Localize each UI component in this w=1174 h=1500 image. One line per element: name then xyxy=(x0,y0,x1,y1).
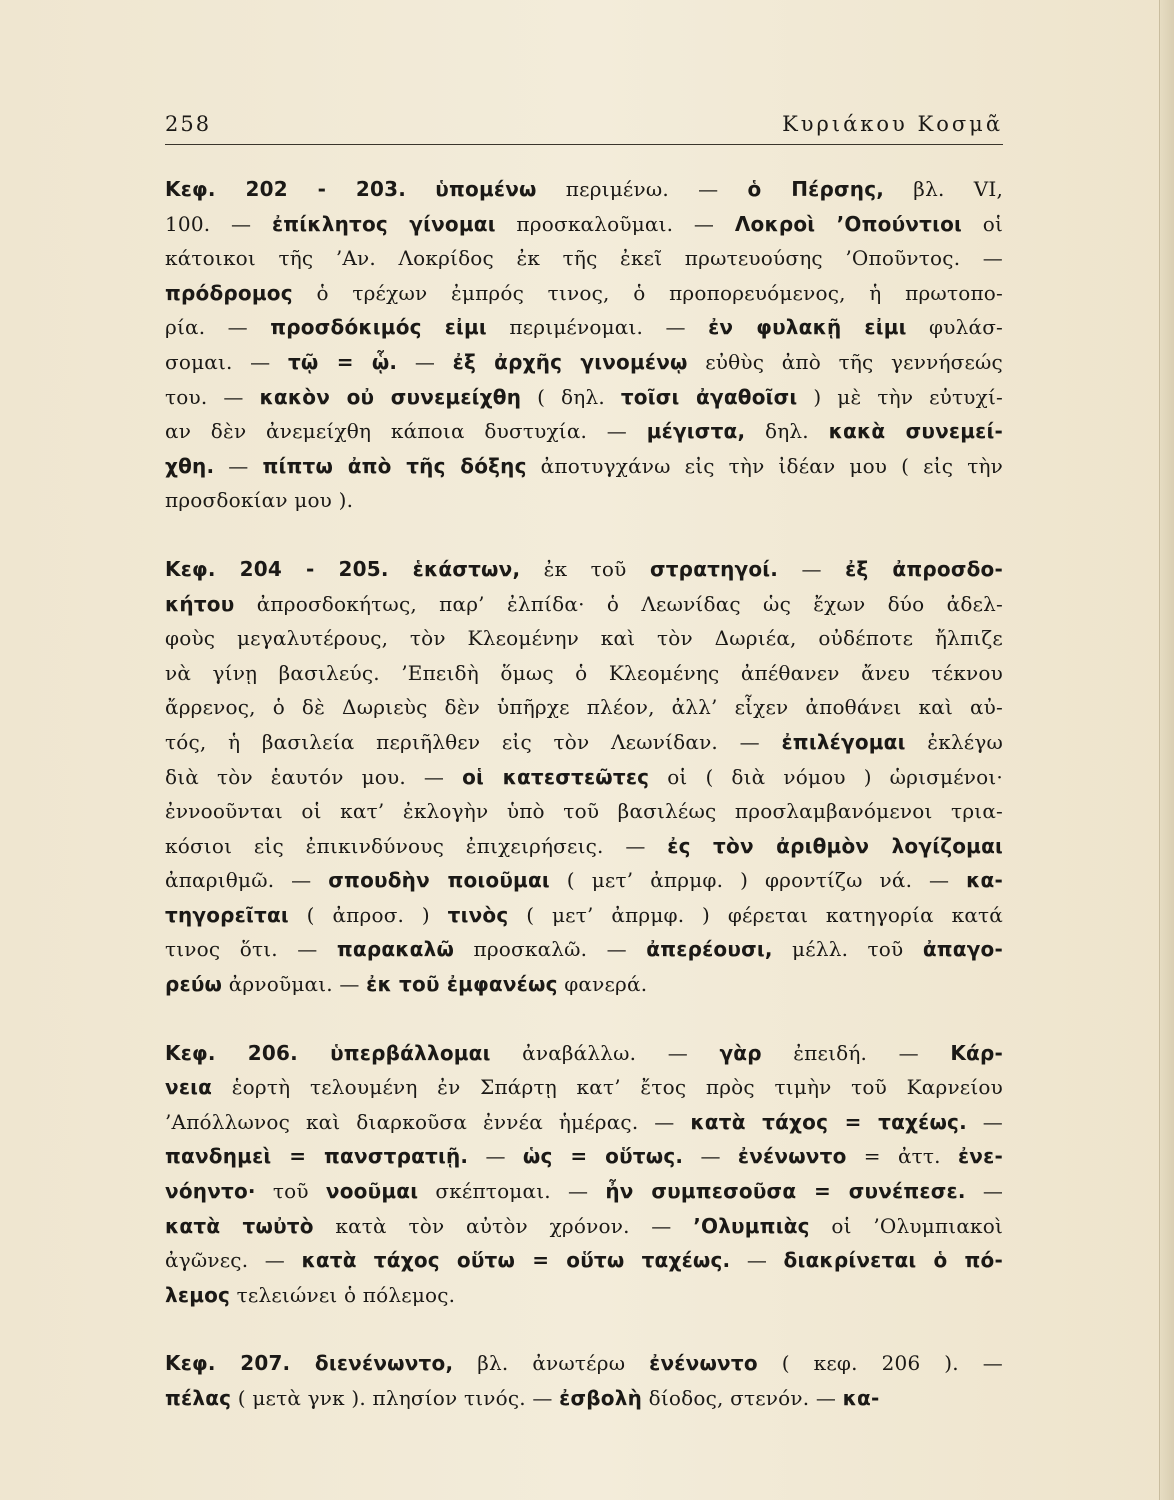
text-line: πέλας ( μετὰ γνκ ). πλησίον τινός. — ἐσβολὴ δίοδος, στενόν. — κα- xyxy=(165,1386,880,1410)
text-line: τηγορεῖται ( ἀπροσ. ) τινὸς ( μετ’ ἀπρμφ. ) φέρεται κατηγορία κατά xyxy=(165,902,1003,927)
text-line: 100. — ἐπίκλητος γίνομαι προσκαλοῦμαι. — Λοκροὶ ’Οπούντιοι οἱ xyxy=(165,211,1003,236)
text-line: προσδοκίαν μου ). xyxy=(165,488,354,513)
running-header xyxy=(165,112,1003,145)
text-line: πανδημεὶ = πανστρατιῇ. — ὡς = οὕτως. — ἐνένωντο = ἀττ. ἐνε- xyxy=(165,1144,1003,1169)
text-line: κήτου ἀπροσδοκήτως, παρ’ ἐλπίδα· ὁ Λεωνίδας ὡς ἔχων δύο ἀδελ- xyxy=(165,591,1003,616)
paragraph xyxy=(165,1036,1003,1313)
text-line: Κεφ. 204 - 205. ἑκάστων, ἐκ τοῦ στρατηγοί. — ἐξ ἀπροσδο- xyxy=(165,556,1003,581)
text-line: ’Απόλλωνος καὶ διαρκοῦσα ἐννέα ἡμέρας. — κατὰ τάχος = ταχέως. — xyxy=(165,1109,1003,1134)
text-line: πρόδρομος ὁ τρέχων ἐμπρός τινος, ὁ προπορευόμενος, ἡ πρωτοπο- xyxy=(165,280,1003,305)
text-line: Κεφ. 207. διενένωντο, βλ. ἀνωτέρω ἐνένωντο ( κεφ. 206 ). — xyxy=(165,1351,1004,1376)
text-line: Κεφ. 206. ὑπερβάλλομαι ἀναβάλλω. — γὰρ ἐπειδή. — Κάρ- xyxy=(165,1040,1003,1065)
text-line: χθη. — πίπτω ἀπὸ τῆς δόξης ἀποτυγχάνω εἰς τὴν ἰδέαν μου ( εἰς τὴν xyxy=(165,453,1003,478)
text-line: αν δὲν ἀνεμείχθη κάποια δυστυχία. — μέγιστα, δηλ. κακὰ συνεμεί- xyxy=(165,419,1003,444)
text-line: νὰ γίνῃ βασιλεύς. ’Επειδὴ ὅμως ὁ Κλεομένης ἀπέθανεν ἄνευ τέκνου xyxy=(165,660,1003,685)
paragraph xyxy=(165,172,1003,518)
text-line: τός, ἡ βασιλεία περιῆλθεν εἰς τὸν Λεωνίδαν. — ἐπιλέγομαι ἐκλέγω xyxy=(165,729,1003,754)
paragraph xyxy=(165,552,1003,1002)
page-body xyxy=(165,172,1003,1450)
text-line: νόηντο· τοῦ νοοῦμαι σκέπτομαι. — ἦν συμπεσοῦσα = συνέπεσε. — xyxy=(165,1179,1004,1204)
text-line: φοὺς μεγαλυτέρους, τὸν Κλεομένην καὶ τὸν Δωριέα, οὐδέποτε ἤλπιζε xyxy=(165,626,1003,651)
text-line: σομαι. — τῷ = ᾧ. — ἐξ ἀρχῆς γινομένῳ εὐθὺς ἀπὸ τῆς γεννήσεώς xyxy=(165,349,1003,374)
text-line: τινος ὅτι. — παρακαλῶ προσκαλῶ. — ἀπερέουσι, μέλλ. τοῦ ἀπαγο- xyxy=(165,937,1003,962)
text-line: ἄρρενος, ὁ δὲ Δωριεὺς δὲν ὑπῆρχε πλέον, ἀλλ’ εἶχεν ἀποθάνει καὶ αὐ- xyxy=(165,695,1003,720)
text-line: ἀγῶνες. — κατὰ τάχος οὕτω = οὕτω ταχέως. — διακρίνεται ὁ πό- xyxy=(165,1248,1003,1273)
page-edge xyxy=(1159,0,1174,1500)
text-line: διὰ τὸν ἑαυτόν μου. — οἱ κατεστεῶτες οἱ ( διὰ νόμου ) ὡρισμένοι· xyxy=(165,764,1003,789)
text-line: κόσιοι εἰς ἐπικινδύνους ἐπιχειρήσεις. — ἐς τὸν ἀριθμὸν λογίζομαι xyxy=(165,833,1003,858)
book-title: Κυριάκου Κοσμᾶ xyxy=(782,112,1003,136)
page-number: 258 xyxy=(165,112,212,136)
text-line: ἐννοοῦνται οἱ κατ’ ἐκλογὴν ὑπὸ τοῦ βασιλέως προσλαμβανόμενοι τρια- xyxy=(165,799,1003,824)
text-line: Κεφ. 202 - 203. ὑπομένω περιμένω. — ὁ Πέρσης, βλ. VI, xyxy=(165,177,1003,201)
text-line: νεια ἑορτὴ τελουμένη ἐν Σπάρτῃ κατ’ ἔτος πρὸς τιμὴν τοῦ Καρνείου xyxy=(165,1075,1003,1100)
paragraph xyxy=(165,1346,1003,1415)
text-line: κατὰ τωὐτὸ κατὰ τὸν αὐτὸν χρόνον. — ’Ολυμπιὰς οἱ ’Ολυμπιακοὶ xyxy=(165,1213,1004,1238)
text-line: του. — κακὸν οὐ συνεμείχθη ( δηλ. τοῖσι ἀγαθοῖσι ) μὲ τὴν εὐτυχί- xyxy=(165,384,1003,409)
text-line: ρία. — προσδόκιμός εἰμι περιμένομαι. — ἐν φυλακῇ εἰμι φυλάσ- xyxy=(165,315,1003,340)
text-line: λεμος τελειώνει ὁ πόλεμος. xyxy=(165,1282,456,1307)
text-line: ρεύω ἀρνοῦμαι. — ἐκ τοῦ ἐμφανέως φανερά. xyxy=(165,972,648,997)
text-line: ἀπαριθμῶ. — σπουδὴν ποιοῦμαι ( μετ’ ἀπρμφ. ) φροντίζω νά. — κα- xyxy=(165,868,1003,893)
text-line: κάτοικοι τῆς ’Αν. Λοκρίδος ἐκ τῆς ἐκεῖ πρωτευούσης ’Οποῦντος. — xyxy=(165,246,1003,271)
